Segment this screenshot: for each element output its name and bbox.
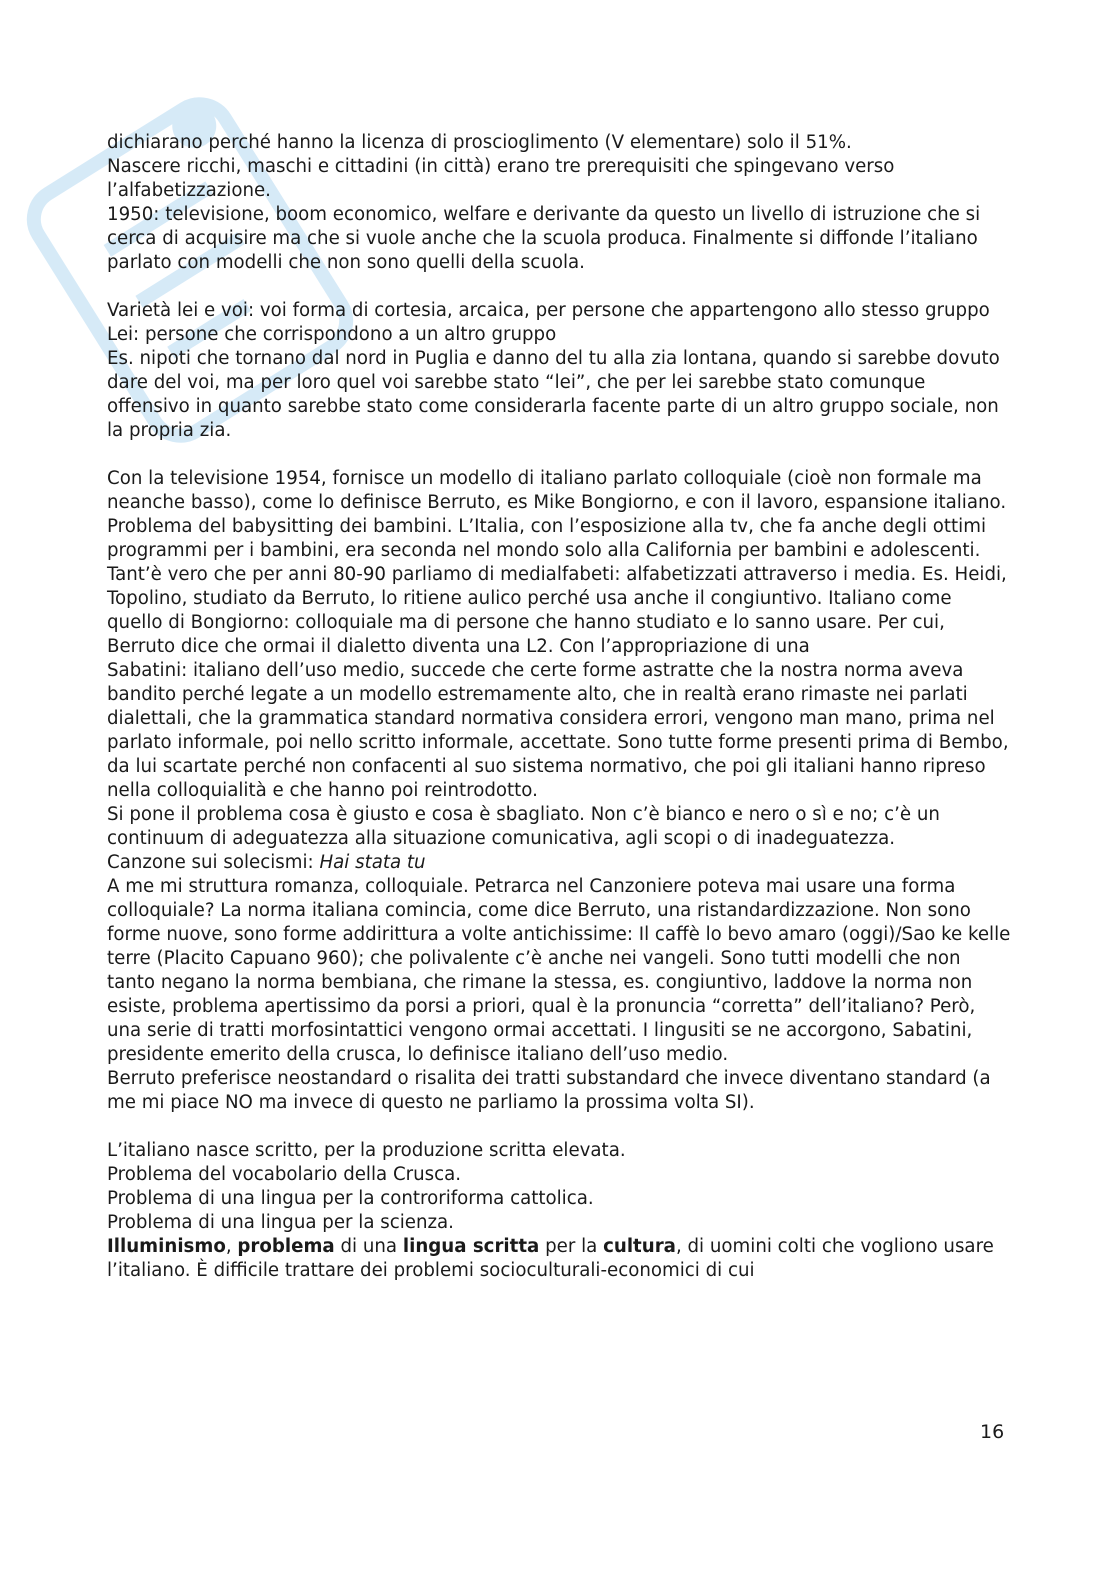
text-run: Con la televisione 1954, fornisce un modello di italiano parlato colloquiale (cioè non formale ma neanche basso), come lo definisce Berruto, es Mike Bongiorno, e con il lavoro, espansione italiano.: [107, 468, 1007, 513]
paragraph: [107, 1211, 1012, 1235]
paragraph: [107, 1139, 1012, 1163]
paragraph: [107, 131, 1012, 155]
paragraph-gap: [107, 1115, 1012, 1139]
text-run: Problema del vocabolario della Crusca.: [107, 1164, 462, 1185]
paragraph-gap: [107, 443, 1012, 467]
text-run: Varietà lei e voi: voi forma di cortesia, arcaica, per persone che appartengono allo stesso gruppo: [107, 300, 990, 321]
paragraph: [107, 659, 1012, 803]
text-run: 1950: televisione, boom economico, welfare e derivante da questo un livello di istruzione che si cerca di acquisire ma che si vuole anche che la scuola produca. Finalmente si diffonde l’italiano parlato con modelli che non sono quelli della scuola.: [107, 204, 981, 273]
text-run: Sabatini: italiano dell’uso medio, succede che certe forme astratte che la nostra norma aveva bandito perché legate a un modello estremamente alto, che in realtà erano rimaste nei parlati dialettali, che la grammatica standard normativa considera errori, vengono man mano, prima nel parlato informale, poi nello scritto informale, accettate. Sono tutte forme presenti prima di Bembo, da lui scartate perché non confacenti al suo sistema normativo, che poi gli italiani hanno ripreso nella colloquialità e che hanno poi reintrodotto.: [107, 660, 1009, 801]
paragraph: [107, 467, 1012, 515]
text-run: A me mi struttura romanza, colloquiale. Petrarca nel Canzoniere poteva mai usare una forma colloquiale? La norma italiana comincia, come dice Berruto, una ristandardizzazione. Non sono forme nuove, sono forme addirittura a volte antichissime: Il caffè lo bevo amaro (oggi)/Sao ke kelle terre (Placito Capuano 960); che polivalente c’è anche nei vangeli. Sono tutti modelli che non tanto negano la norma bembiana, che rimane la stessa, es. congiuntivo, laddove la norma non esiste, problema apertissimo da porsi a priori, qual è la pronuncia “corretta” dell’italiano? Però, una serie di tratti morfosintattici vengono ormai accettati. I lingusiti se ne accorgono, Sabatini, presidente emerito della crusca, lo definisce italiano dell’uso medio.: [107, 876, 1011, 1065]
paragraph: [107, 203, 1012, 275]
text-run: Lei: persone che corrispondono a un altro gruppo: [107, 324, 557, 345]
text-run: Canzone sui solecismi:: [107, 852, 320, 873]
text-run: Si pone il problema cosa è giusto e cosa è sbagliato. Non c’è bianco e nero o sì e no; c’è un continuum di adeguatezza alla situazione comunicativa, agli scopi o di inadeguatezza.: [107, 804, 940, 849]
bold-text: Illuminismo: [107, 1236, 226, 1257]
paragraph: [107, 347, 1012, 443]
bold-text: problema: [237, 1236, 335, 1257]
page-number: 16: [980, 1421, 1005, 1443]
text-run: Problema del babysitting dei bambini. L’Italia, con l’esposizione alla tv, che fa anche degli ottimi programmi per i bambini, era seconda nel mondo solo alla California per bambini e adolescenti. Tant’è vero che per anni 80-90 parliamo di medialfabeti: alfabetizzati attraverso i media. Es. Heidi, Topolino, studiato da Berruto, lo ritiene aulico perché usa anche il congiuntivo. Italiano come quello di Bongiorno: colloquiale ma di persone che hanno studiato e lo sanno usare. Per cui, Berruto dice che ormai il dialetto diventa una L2. Con l’appropriazione di una: [107, 516, 1007, 657]
paragraph: [107, 851, 1012, 875]
bold-text: lingua scritta: [402, 1236, 540, 1257]
paragraph: [107, 323, 1012, 347]
page-body: [107, 131, 1012, 1283]
text-run: di una: [334, 1236, 403, 1257]
bold-text: cultura: [603, 1236, 676, 1257]
text-run: Es. nipoti che tornano dal nord in Puglia e danno del tu alla zia lontana, quando si sarebbe dovuto dare del voi, ma per loro quel voi sarebbe stato “lei”, che per lei sarebbe stato comunque offensivo in quanto sarebbe stato come considerarla facente parte di un altro gruppo sociale, non la propria zia.: [107, 348, 1000, 441]
text-run: per la: [539, 1236, 604, 1257]
text-run: L’italiano nasce scritto, per la produzione scritta elevata.: [107, 1140, 626, 1161]
paragraph: [107, 155, 1012, 203]
paragraph: [107, 299, 1012, 323]
paragraph: [107, 803, 1012, 851]
text-run: ,: [225, 1236, 238, 1257]
text-run: , di uomini colti che vogliono usare l’italiano. È difficile trattare dei problemi socioculturali-economici di cui: [107, 1236, 994, 1281]
text-run: dichiarano perché hanno la licenza di proscioglimento (V elementare) solo il 51%.: [107, 132, 852, 153]
paragraph: [107, 515, 1012, 659]
text-run: Problema di una lingua per la scienza.: [107, 1212, 454, 1233]
paragraph-gap: [107, 275, 1012, 299]
paragraph: [107, 1235, 1012, 1283]
italic-text: Hai stata tu: [319, 852, 426, 873]
text-run: Nascere ricchi, maschi e cittadini (in città) erano tre prerequisiti che spingevano verso l’alfabetizzazione.: [107, 156, 895, 201]
paragraph: [107, 1067, 1012, 1115]
paragraph: [107, 1187, 1012, 1211]
paragraph: [107, 1163, 1012, 1187]
paragraph: [107, 875, 1012, 1067]
text-run: Problema di una lingua per la controriforma cattolica.: [107, 1188, 594, 1209]
text-run: Berruto preferisce neostandard o risalita dei tratti substandard che invece diventano standard (a me mi piace NO ma invece di questo ne parliamo la prossima volta SI).: [107, 1068, 991, 1113]
